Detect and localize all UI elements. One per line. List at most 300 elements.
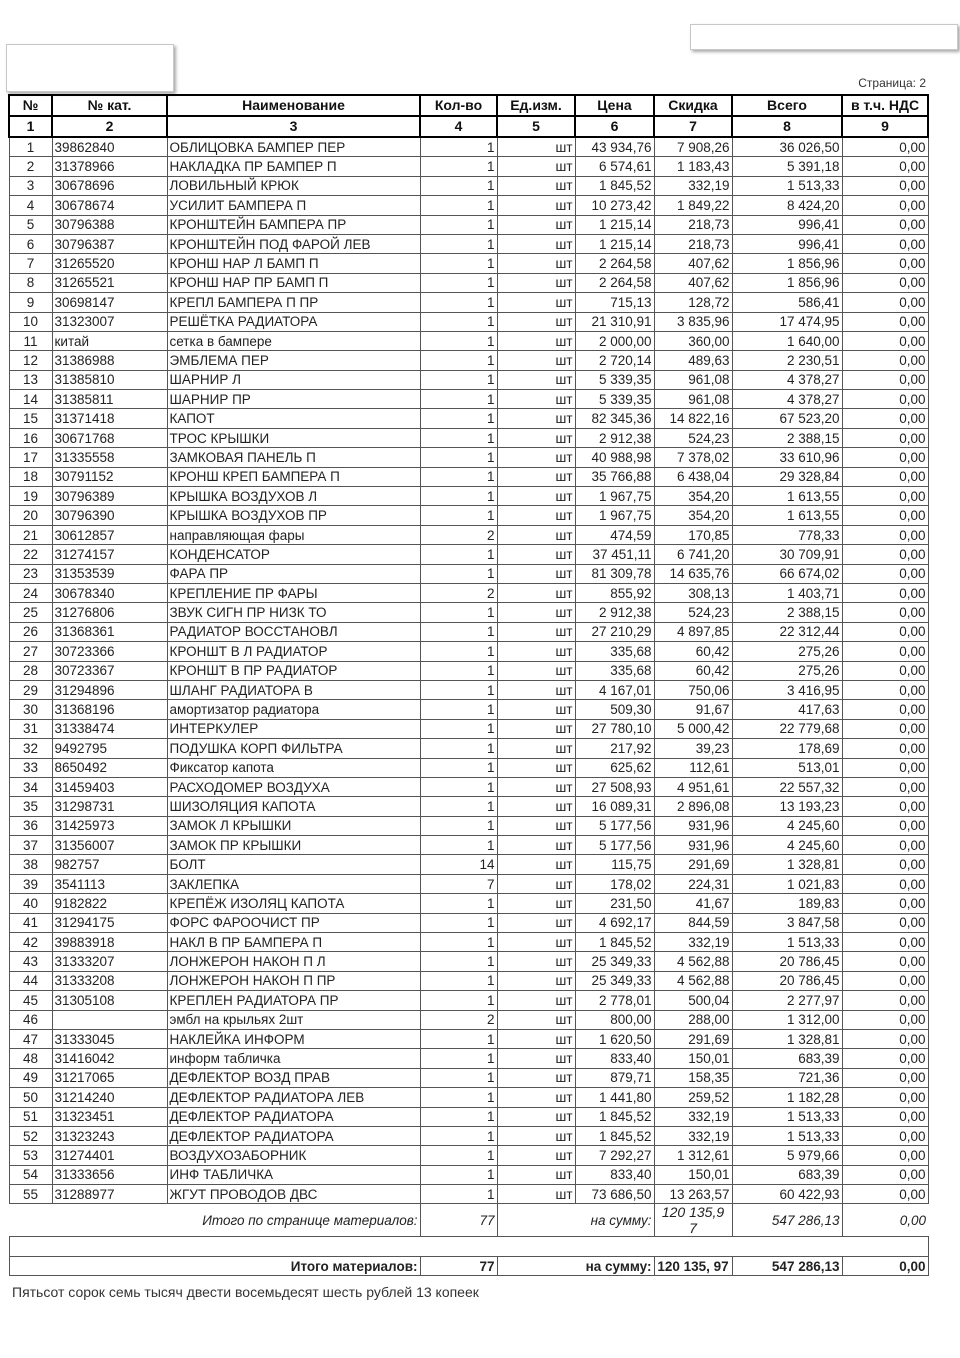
- cell-unit: шт: [497, 642, 575, 661]
- cell-name: эмбл на крыльях 2шт: [167, 1010, 420, 1029]
- header-number-cell: 5: [497, 116, 575, 137]
- cell-price: 5 177,56: [575, 836, 654, 855]
- cell-discount: 2 896,08: [654, 797, 732, 816]
- cell-price: 4 167,01: [575, 680, 654, 699]
- cell-name: ИНФ ТАБЛИЧКА: [167, 1165, 420, 1184]
- cell-quantity: 1: [420, 564, 497, 583]
- cell-catalog-number: 31385811: [52, 390, 167, 409]
- cell-vat: 0,00: [842, 661, 928, 680]
- cell-catalog-number: 31214240: [52, 1088, 167, 1107]
- cell-index: 53: [9, 1146, 52, 1165]
- cell-index: 21: [9, 525, 52, 544]
- cell-total: 1 328,81: [732, 1029, 842, 1048]
- cell-price: 2 264,58: [575, 254, 654, 273]
- table-row: [9, 351, 928, 370]
- cell-vat: 0,00: [842, 894, 928, 913]
- header-number-cell: 4: [420, 116, 497, 137]
- table-row: [9, 545, 928, 564]
- cell-price: 2 000,00: [575, 331, 654, 350]
- cell-unit: шт: [497, 874, 575, 893]
- cell-unit: шт: [497, 234, 575, 253]
- cell-quantity: 1: [420, 758, 497, 777]
- cell-price: 1 620,50: [575, 1029, 654, 1048]
- cell-vat: 0,00: [842, 603, 928, 622]
- header-cell: Всего: [732, 95, 842, 116]
- table-row: [9, 370, 928, 389]
- cell-discount: 931,96: [654, 836, 732, 855]
- cell-vat: 0,00: [842, 680, 928, 699]
- cell-quantity: 1: [420, 1146, 497, 1165]
- table-row: [9, 933, 928, 952]
- cell-price: 625,62: [575, 758, 654, 777]
- cell-index: 55: [9, 1185, 52, 1204]
- cell-name: КРОНШ КРЕП БАМПЕРА П: [167, 467, 420, 486]
- table-row: [9, 739, 928, 758]
- cell-index: 30: [9, 700, 52, 719]
- cell-total: 22 779,68: [732, 719, 842, 738]
- grand-total-qty: 77: [420, 1256, 497, 1275]
- table-row: [9, 312, 928, 331]
- cell-vat: 0,00: [842, 351, 928, 370]
- cell-name: УСИЛИТ БАМПЕРА П: [167, 196, 420, 215]
- cell-discount: 500,04: [654, 991, 732, 1010]
- cell-unit: шт: [497, 855, 575, 874]
- table-row: [9, 1029, 928, 1048]
- cell-quantity: 1: [420, 545, 497, 564]
- cell-vat: 0,00: [842, 1185, 928, 1204]
- cell-name: ФОРС ФАРООЧИСТ ПР: [167, 913, 420, 932]
- cell-discount: 60,42: [654, 661, 732, 680]
- table-row: [9, 1165, 928, 1184]
- header-number-cell: 6: [575, 116, 654, 137]
- cell-unit: шт: [497, 467, 575, 486]
- cell-name: Фиксатор капота: [167, 758, 420, 777]
- cell-name: ЖГУТ ПРОВОДОВ ДВС: [167, 1185, 420, 1204]
- cell-catalog-number: 31333656: [52, 1165, 167, 1184]
- cell-quantity: 2: [420, 1010, 497, 1029]
- cell-discount: 6 438,04: [654, 467, 732, 486]
- cell-quantity: 1: [420, 1107, 497, 1126]
- cell-index: 40: [9, 894, 52, 913]
- cell-vat: 0,00: [842, 312, 928, 331]
- cell-catalog-number: 31353539: [52, 564, 167, 583]
- cell-discount: 150,01: [654, 1049, 732, 1068]
- cell-index: 29: [9, 680, 52, 699]
- cell-unit: шт: [497, 351, 575, 370]
- header-cell: Цена: [575, 95, 654, 116]
- cell-index: 48: [9, 1049, 52, 1068]
- cell-vat: 0,00: [842, 700, 928, 719]
- cell-vat: 0,00: [842, 273, 928, 292]
- cell-price: 335,68: [575, 642, 654, 661]
- cell-quantity: 1: [420, 428, 497, 447]
- amount-in-words: Пятьсот сорок семь тысяч двести восемьдесят шесть рублей 13 копеек: [12, 1284, 479, 1300]
- cell-total: 4 245,60: [732, 836, 842, 855]
- cell-price: 1 845,52: [575, 176, 654, 195]
- cell-unit: шт: [497, 603, 575, 622]
- cell-total: 66 674,02: [732, 564, 842, 583]
- top-left-blank-field: [6, 44, 174, 92]
- cell-total: 275,26: [732, 642, 842, 661]
- table-row: [9, 642, 928, 661]
- cell-catalog-number: 30678696: [52, 176, 167, 195]
- cell-quantity: 1: [420, 661, 497, 680]
- cell-quantity: 1: [420, 933, 497, 952]
- cell-index: 50: [9, 1088, 52, 1107]
- cell-discount: 224,31: [654, 874, 732, 893]
- cell-index: 42: [9, 933, 52, 952]
- cell-index: 25: [9, 603, 52, 622]
- cell-vat: 0,00: [842, 797, 928, 816]
- cell-catalog-number: 982757: [52, 855, 167, 874]
- cell-discount: 332,19: [654, 1126, 732, 1145]
- cell-name: ЗАМКОВАЯ ПАНЕЛЬ П: [167, 448, 420, 467]
- table-footer: [9, 1204, 928, 1276]
- cell-quantity: 1: [420, 137, 497, 157]
- cell-name: ЗАМОК Л КРЫШКИ: [167, 816, 420, 835]
- cell-index: 35: [9, 797, 52, 816]
- cell-name: КРЕПЁЖ ИЗОЛЯЦ КАПОТА: [167, 894, 420, 913]
- cell-price: 27 508,93: [575, 777, 654, 796]
- cell-vat: 0,00: [842, 176, 928, 195]
- cell-quantity: 1: [420, 312, 497, 331]
- cell-name: РЕШЁТКА РАДИАТОРА: [167, 312, 420, 331]
- cell-index: 20: [9, 506, 52, 525]
- cell-price: 217,92: [575, 739, 654, 758]
- cell-unit: шт: [497, 254, 575, 273]
- cell-vat: 0,00: [842, 816, 928, 835]
- table-row: [9, 428, 928, 447]
- cell-total: 20 786,45: [732, 971, 842, 990]
- cell-discount: 489,63: [654, 351, 732, 370]
- cell-quantity: 1: [420, 816, 497, 835]
- cell-catalog-number: 31378966: [52, 157, 167, 176]
- cell-name: ИНТЕРКУЛЕР: [167, 719, 420, 738]
- cell-discount: 291,69: [654, 1029, 732, 1048]
- cell-vat: 0,00: [842, 622, 928, 641]
- cell-name: КРЕПЛЕН РАДИАТОРА ПР: [167, 991, 420, 1010]
- grand-total-sum-label: на сумму:: [497, 1256, 654, 1275]
- cell-vat: 0,00: [842, 254, 928, 273]
- cell-quantity: 7: [420, 874, 497, 893]
- cell-discount: 931,96: [654, 816, 732, 835]
- table-row: [9, 448, 928, 467]
- cell-discount: 1 183,43: [654, 157, 732, 176]
- cell-vat: 0,00: [842, 642, 928, 661]
- cell-price: 81 309,78: [575, 564, 654, 583]
- table-row: [9, 952, 928, 971]
- header-cell: Наименование: [167, 95, 420, 116]
- cell-index: 32: [9, 739, 52, 758]
- cell-unit: шт: [497, 215, 575, 234]
- cell-vat: 0,00: [842, 390, 928, 409]
- cell-index: 5: [9, 215, 52, 234]
- cell-catalog-number: 30678674: [52, 196, 167, 215]
- cell-unit: шт: [497, 797, 575, 816]
- cell-total: 4 378,27: [732, 370, 842, 389]
- cell-catalog-number: 31274157: [52, 545, 167, 564]
- cell-vat: 0,00: [842, 215, 928, 234]
- cell-index: 8: [9, 273, 52, 292]
- cell-catalog-number: 31265521: [52, 273, 167, 292]
- cell-name: ФАРА ПР: [167, 564, 420, 583]
- cell-total: 721,36: [732, 1068, 842, 1087]
- cell-price: 40 988,98: [575, 448, 654, 467]
- cell-unit: шт: [497, 331, 575, 350]
- cell-vat: 0,00: [842, 487, 928, 506]
- cell-quantity: 1: [420, 836, 497, 855]
- cell-unit: шт: [497, 506, 575, 525]
- cell-name: БОЛТ: [167, 855, 420, 874]
- cell-name: амортизатор радиатора: [167, 700, 420, 719]
- cell-vat: 0,00: [842, 583, 928, 602]
- cell-name: ШИЗОЛЯЦИЯ КАПОТА: [167, 797, 420, 816]
- cell-quantity: 1: [420, 1029, 497, 1048]
- footer-separator: [9, 1237, 928, 1256]
- top-right-blank-field: [690, 24, 958, 50]
- cell-name: ЗАМОК ПР КРЫШКИ: [167, 836, 420, 855]
- cell-price: 1 845,52: [575, 1107, 654, 1126]
- cell-vat: 0,00: [842, 874, 928, 893]
- cell-discount: 5 000,42: [654, 719, 732, 738]
- cell-total: 189,83: [732, 894, 842, 913]
- cell-catalog-number: 3541113: [52, 874, 167, 893]
- cell-index: 15: [9, 409, 52, 428]
- cell-total: 4 378,27: [732, 390, 842, 409]
- cell-catalog-number: 39862840: [52, 137, 167, 157]
- cell-unit: шт: [497, 913, 575, 932]
- cell-name: ЛОВИЛЬНЫЙ КРЮК: [167, 176, 420, 195]
- cell-discount: 41,67: [654, 894, 732, 913]
- grand-total-row: [9, 1256, 928, 1275]
- cell-vat: 0,00: [842, 1165, 928, 1184]
- cell-price: 509,30: [575, 700, 654, 719]
- cell-price: 2 264,58: [575, 273, 654, 292]
- cell-index: 2: [9, 157, 52, 176]
- page-subtotal-vat: 0,00: [842, 1204, 928, 1237]
- cell-total: 275,26: [732, 661, 842, 680]
- cell-vat: 0,00: [842, 971, 928, 990]
- cell-price: 2 778,01: [575, 991, 654, 1010]
- cell-name: РАСХОДОМЕР ВОЗДУХА: [167, 777, 420, 796]
- cell-unit: шт: [497, 390, 575, 409]
- header-cell: Ед.изм.: [497, 95, 575, 116]
- cell-discount: 7 378,02: [654, 448, 732, 467]
- table-row: [9, 467, 928, 486]
- cell-quantity: 1: [420, 390, 497, 409]
- cell-quantity: 2: [420, 583, 497, 602]
- header-cell: в т.ч. НДС: [842, 95, 928, 116]
- cell-catalog-number: 31217065: [52, 1068, 167, 1087]
- cell-discount: 332,19: [654, 933, 732, 952]
- cell-index: 16: [9, 428, 52, 447]
- cell-index: 49: [9, 1068, 52, 1087]
- cell-total: 1 613,55: [732, 506, 842, 525]
- header-number-cell: 3: [167, 116, 420, 137]
- cell-name: ВОЗДУХОЗАБОРНИК: [167, 1146, 420, 1165]
- cell-name: КРОНШТ В Л РАДИАТОР: [167, 642, 420, 661]
- cell-price: 833,40: [575, 1165, 654, 1184]
- cell-total: 60 422,93: [732, 1185, 842, 1204]
- cell-discount: 150,01: [654, 1165, 732, 1184]
- table-row: [9, 525, 928, 544]
- cell-total: 2 277,97: [732, 991, 842, 1010]
- table-row: [9, 1126, 928, 1145]
- cell-index: 46: [9, 1010, 52, 1029]
- cell-vat: 0,00: [842, 1010, 928, 1029]
- table-row: [9, 836, 928, 855]
- cell-discount: 961,08: [654, 370, 732, 389]
- cell-discount: 360,00: [654, 331, 732, 350]
- table-row: [9, 719, 928, 738]
- cell-index: 13: [9, 370, 52, 389]
- cell-discount: 354,20: [654, 487, 732, 506]
- cell-catalog-number: 31294175: [52, 913, 167, 932]
- cell-unit: шт: [497, 428, 575, 447]
- cell-quantity: 1: [420, 157, 497, 176]
- cell-vat: 0,00: [842, 913, 928, 932]
- cell-vat: 0,00: [842, 991, 928, 1010]
- cell-catalog-number: 39883918: [52, 933, 167, 952]
- cell-discount: 750,06: [654, 680, 732, 699]
- cell-total: 1 312,00: [732, 1010, 842, 1029]
- header-row: [9, 95, 928, 116]
- cell-catalog-number: 31333207: [52, 952, 167, 971]
- cell-index: 45: [9, 991, 52, 1010]
- cell-unit: шт: [497, 487, 575, 506]
- cell-discount: 4 951,61: [654, 777, 732, 796]
- cell-catalog-number: 31368196: [52, 700, 167, 719]
- cell-name: ЭМБЛЕМА ПЕР: [167, 351, 420, 370]
- cell-price: 10 273,42: [575, 196, 654, 215]
- cell-discount: 6 741,20: [654, 545, 732, 564]
- cell-name: ДЕФЛЕКТОР ВОЗД ПРАВ: [167, 1068, 420, 1087]
- cell-unit: шт: [497, 680, 575, 699]
- header-cell: Кол-во: [420, 95, 497, 116]
- cell-unit: шт: [497, 370, 575, 389]
- header-number-cell: 9: [842, 116, 928, 137]
- cell-unit: шт: [497, 1146, 575, 1165]
- cell-vat: 0,00: [842, 234, 928, 253]
- cell-discount: 4 897,85: [654, 622, 732, 641]
- table-row: [9, 215, 928, 234]
- cell-quantity: 1: [420, 467, 497, 486]
- cell-quantity: 1: [420, 293, 497, 312]
- cell-vat: 0,00: [842, 137, 928, 157]
- table-row: [9, 176, 928, 195]
- cell-price: 1 215,14: [575, 215, 654, 234]
- table-row: [9, 661, 928, 680]
- cell-vat: 0,00: [842, 952, 928, 971]
- cell-index: 34: [9, 777, 52, 796]
- table-row: [9, 913, 928, 932]
- page-subtotal-label: Итого по странице материалов:: [202, 1212, 418, 1228]
- cell-index: 28: [9, 661, 52, 680]
- cell-vat: 0,00: [842, 409, 928, 428]
- cell-total: 2 388,15: [732, 428, 842, 447]
- cell-vat: 0,00: [842, 157, 928, 176]
- cell-total: 778,33: [732, 525, 842, 544]
- cell-catalog-number: 8650492: [52, 758, 167, 777]
- cell-total: 2 388,15: [732, 603, 842, 622]
- cell-discount: 961,08: [654, 390, 732, 409]
- grand-total-label: Итого материалов:: [9, 1256, 420, 1275]
- cell-catalog-number: 31335558: [52, 448, 167, 467]
- cell-quantity: 1: [420, 913, 497, 932]
- cell-catalog-number: 31386988: [52, 351, 167, 370]
- cell-name: КРОНШТЕЙН ПОД ФАРОЙ ЛЕВ: [167, 234, 420, 253]
- cell-vat: 0,00: [842, 1029, 928, 1048]
- cell-price: 115,75: [575, 855, 654, 874]
- cell-catalog-number: 31323007: [52, 312, 167, 331]
- cell-name: КОНДЕНСАТОР: [167, 545, 420, 564]
- cell-discount: 407,62: [654, 273, 732, 292]
- cell-unit: шт: [497, 700, 575, 719]
- cell-quantity: 1: [420, 506, 497, 525]
- cell-total: 13 193,23: [732, 797, 842, 816]
- cell-price: 231,50: [575, 894, 654, 913]
- cell-discount: 308,13: [654, 583, 732, 602]
- cell-total: 2 230,51: [732, 351, 842, 370]
- cell-discount: 332,19: [654, 176, 732, 195]
- cell-total: 33 610,96: [732, 448, 842, 467]
- cell-unit: шт: [497, 816, 575, 835]
- cell-quantity: 14: [420, 855, 497, 874]
- cell-catalog-number: 31294896: [52, 680, 167, 699]
- page-number-label: Страница: 2: [858, 76, 926, 90]
- cell-price: 879,71: [575, 1068, 654, 1087]
- cell-quantity: 1: [420, 991, 497, 1010]
- table-row: [9, 622, 928, 641]
- cell-quantity: 1: [420, 1049, 497, 1068]
- cell-index: 12: [9, 351, 52, 370]
- table-row: [9, 603, 928, 622]
- cell-vat: 0,00: [842, 506, 928, 525]
- cell-index: 23: [9, 564, 52, 583]
- header-cell: №: [9, 95, 52, 116]
- cell-name: направляющая фары: [167, 525, 420, 544]
- cell-quantity: 1: [420, 642, 497, 661]
- cell-discount: 259,52: [654, 1088, 732, 1107]
- header-number-cell: 1: [9, 116, 52, 137]
- cell-unit: шт: [497, 409, 575, 428]
- cell-index: 6: [9, 234, 52, 253]
- cell-quantity: 1: [420, 215, 497, 234]
- cell-discount: 158,35: [654, 1068, 732, 1087]
- materials-table: [8, 94, 929, 1276]
- cell-total: 29 328,84: [732, 467, 842, 486]
- table-row: [9, 196, 928, 215]
- table-row: [9, 157, 928, 176]
- cell-quantity: 1: [420, 487, 497, 506]
- cell-discount: 332,19: [654, 1107, 732, 1126]
- cell-name: НАКЛАДКА ПР БАМПЕР П: [167, 157, 420, 176]
- cell-discount: 112,61: [654, 758, 732, 777]
- cell-name: КРОНШТЕЙН БАМПЕРА ПР: [167, 215, 420, 234]
- cell-price: 1 967,75: [575, 506, 654, 525]
- cell-quantity: 1: [420, 971, 497, 990]
- cell-discount: 354,20: [654, 506, 732, 525]
- cell-catalog-number: 31298731: [52, 797, 167, 816]
- cell-quantity: 2: [420, 525, 497, 544]
- cell-unit: шт: [497, 1068, 575, 1087]
- cell-unit: шт: [497, 777, 575, 796]
- cell-total: 67 523,20: [732, 409, 842, 428]
- header-cell: № кат.: [52, 95, 167, 116]
- cell-catalog-number: 30612857: [52, 525, 167, 544]
- cell-price: 35 766,88: [575, 467, 654, 486]
- cell-index: 4: [9, 196, 52, 215]
